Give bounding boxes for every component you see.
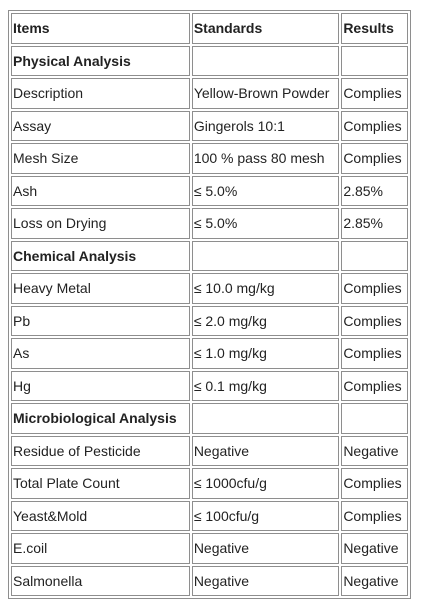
table-row [11, 176, 408, 207]
section-empty-cell [341, 403, 408, 434]
item-cell: Description [11, 78, 190, 109]
item-cell: Mesh Size [11, 143, 190, 174]
section-empty-cell [192, 46, 340, 77]
standard-cell: Negative [192, 566, 340, 597]
section-empty-cell [192, 403, 340, 434]
item-cell: Total Plate Count [11, 468, 190, 499]
item-cell: Pb [11, 306, 190, 337]
table-row [11, 436, 408, 467]
result-cell: Complies [341, 306, 408, 337]
result-cell: Complies [341, 501, 408, 532]
header-results: Results [341, 13, 408, 44]
item-cell: E.coil [11, 533, 190, 564]
section-empty-cell [192, 241, 340, 272]
standard-cell: Gingerols 10:1 [192, 111, 340, 142]
table-row [11, 273, 408, 304]
item-cell: Hg [11, 371, 190, 402]
table-row [11, 208, 408, 239]
table-row [11, 566, 408, 597]
table-row [11, 111, 408, 142]
item-cell: Salmonella [11, 566, 190, 597]
section-row [11, 46, 408, 77]
standard-cell: ≤ 5.0% [192, 208, 340, 239]
section-label: Physical Analysis [11, 46, 190, 77]
section-label: Microbiological Analysis [11, 403, 190, 434]
table-row [11, 78, 408, 109]
standard-cell: Negative [192, 436, 340, 467]
header-items: Items [11, 13, 190, 44]
standard-cell: ≤ 2.0 mg/kg [192, 306, 340, 337]
table-row [11, 338, 408, 369]
table-row [11, 533, 408, 564]
result-cell: Complies [341, 143, 408, 174]
standard-cell: Negative [192, 533, 340, 564]
section-empty-cell [341, 46, 408, 77]
item-cell: As [11, 338, 190, 369]
result-cell: Complies [341, 468, 408, 499]
header-standards: Standards [192, 13, 340, 44]
standard-cell: ≤ 10.0 mg/kg [192, 273, 340, 304]
item-cell: Ash [11, 176, 190, 207]
specification-table [8, 10, 411, 599]
result-cell: Complies [341, 273, 408, 304]
table-row [11, 468, 408, 499]
table-row [11, 306, 408, 337]
section-label: Chemical Analysis [11, 241, 190, 272]
item-cell: Assay [11, 111, 190, 142]
item-cell: Heavy Metal [11, 273, 190, 304]
result-cell: Complies [341, 111, 408, 142]
table-row [11, 501, 408, 532]
result-cell: Negative [341, 566, 408, 597]
standard-cell: ≤ 0.1 mg/kg [192, 371, 340, 402]
header-row [11, 13, 408, 44]
result-cell: Complies [341, 371, 408, 402]
result-cell: Complies [341, 338, 408, 369]
result-cell: Complies [341, 78, 408, 109]
table-row [11, 143, 408, 174]
section-row [11, 241, 408, 272]
standard-cell: 100 % pass 80 mesh [192, 143, 340, 174]
standard-cell: ≤ 100cfu/g [192, 501, 340, 532]
standard-cell: ≤ 5.0% [192, 176, 340, 207]
standard-cell: ≤ 1000cfu/g [192, 468, 340, 499]
item-cell: Loss on Drying [11, 208, 190, 239]
result-cell: Negative [341, 533, 408, 564]
result-cell: 2.85% [341, 208, 408, 239]
table-row [11, 371, 408, 402]
result-cell: 2.85% [341, 176, 408, 207]
section-row [11, 403, 408, 434]
item-cell: Yeast&Mold [11, 501, 190, 532]
standard-cell: ≤ 1.0 mg/kg [192, 338, 340, 369]
result-cell: Negative [341, 436, 408, 467]
item-cell: Residue of Pesticide [11, 436, 190, 467]
specification-table-body [11, 13, 408, 596]
standard-cell: Yellow-Brown Powder [192, 78, 340, 109]
section-empty-cell [341, 241, 408, 272]
